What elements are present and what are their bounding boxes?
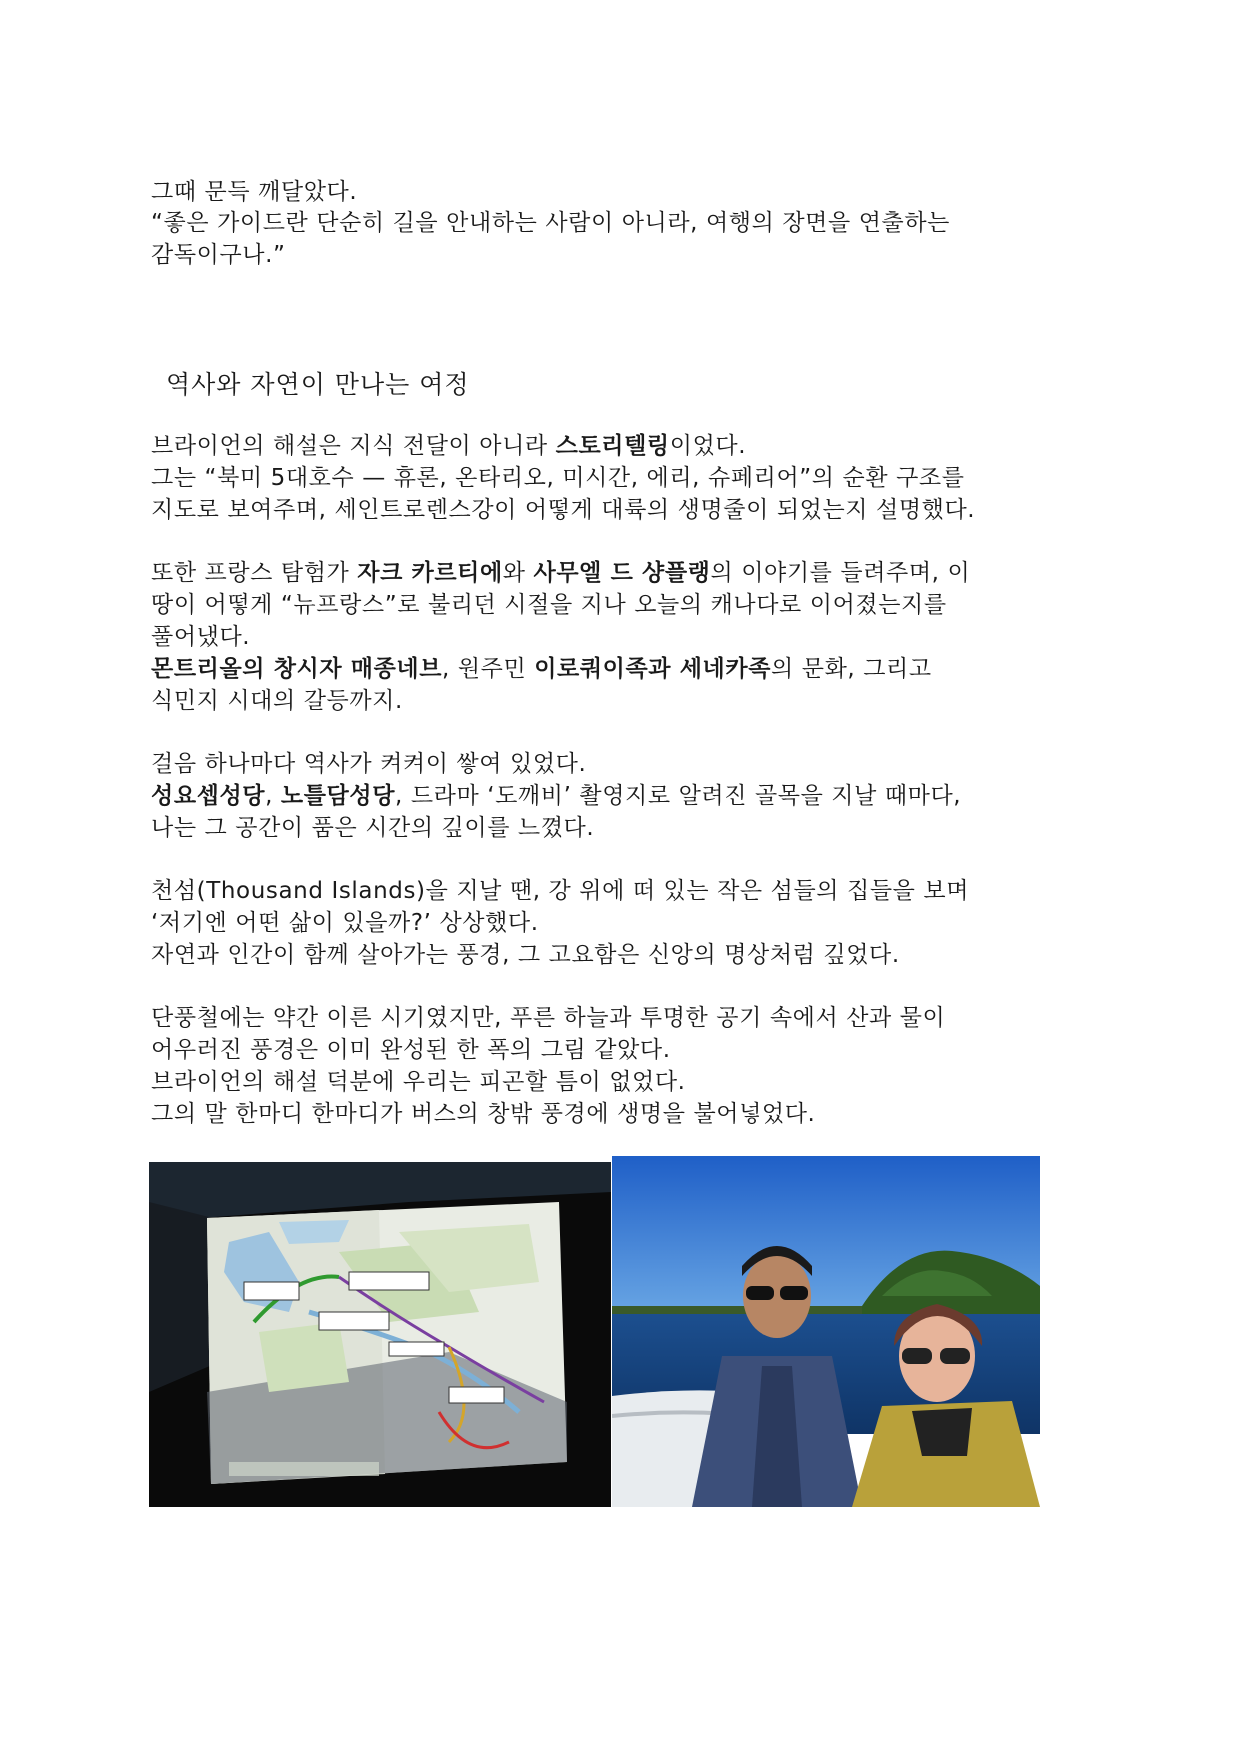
text-run: 또한 프랑스 탐험가 <box>151 560 358 586</box>
text-run: 의 문화, 그리고 <box>771 656 932 682</box>
bold-run: 성요셉성당 <box>151 783 266 809</box>
intro-line-3: 감독이구나.” <box>151 242 286 268</box>
para1-line-1 <box>151 430 746 462</box>
para1-line-3: 지도로 보여주며, 세인트로렌스강이 어떻게 대륙의 생명줄이 되었는지 설명했다. <box>151 497 976 523</box>
para5-line-1: 단풍철에는 약간 이른 시기였지만, 푸른 하늘과 투명한 공기 속에서 산과 물이 <box>151 1005 946 1031</box>
text-run: 의 이야기를 들려주며, 이 <box>710 560 971 586</box>
para3-line-3: 나는 그 공간이 품은 시간의 깊이를 느꼈다. <box>151 815 595 841</box>
text-run: 이었다. <box>669 433 747 459</box>
intro-line-1: 그때 문득 깨달았다. <box>151 179 358 205</box>
para5-line-3: 브라이언의 해설 덕분에 우리는 피곤할 틈이 없었다. <box>151 1069 686 1095</box>
para2-line-5: 식민지 시대의 갈등까지. <box>151 688 403 714</box>
couple-on-boat-photo-icon <box>612 1156 1040 1507</box>
text-run: , 원주민 <box>442 656 535 682</box>
para2-line-2: 땅이 어떻게 “뉴프랑스”로 불리던 시절을 지나 오늘의 캐나다로 이어졌는지를 <box>151 592 947 618</box>
para3-line-2 <box>151 780 961 812</box>
para4-line-3: 자연과 인간이 함께 살아가는 풍경, 그 고요함은 신앙의 명상처럼 깊었다. <box>151 942 900 968</box>
text-run: 와 <box>502 560 534 586</box>
map-photo <box>149 1162 611 1507</box>
folded-map-photo-icon <box>149 1162 611 1507</box>
bold-run: 스토리텔링 <box>555 433 670 459</box>
para5-line-4: 그의 말 한마디 한마디가 버스의 창밖 풍경에 생명을 불어넣었다. <box>151 1101 816 1127</box>
text-run: , <box>265 783 281 809</box>
para3-line-1: 걸음 하나마다 역사가 켜켜이 쌓여 있었다. <box>151 751 587 777</box>
para4-line-1: 천섬(Thousand Islands)을 지날 땐, 강 위에 떠 있는 작은 섬들의 집들을 보며 <box>151 878 970 904</box>
bold-run: 노틀담성당 <box>280 783 396 809</box>
para2-line-3: 풀어냈다. <box>151 624 251 650</box>
bold-run: 몬트리올의 창시자 매종네브 <box>151 656 443 682</box>
bold-run: 자크 카르티에 <box>357 560 503 586</box>
intro-line-2: “좋은 가이드란 단순히 길을 안내하는 사람이 아니라, 여행의 장면을 연출하는 <box>151 210 950 236</box>
para5-line-2: 어우러진 풍경은 이미 완성된 한 폭의 그림 같았다. <box>151 1037 671 1063</box>
bold-run: 이로쿼이족과 세네카족 <box>534 656 772 682</box>
text-run: , 드라마 ‘도깨비’ 촬영지로 알려진 골목을 지날 때마다, <box>395 783 962 809</box>
bold-run: 사무엘 드 샹플랭 <box>533 560 711 586</box>
boat-photo <box>612 1156 1040 1507</box>
para2-line-1 <box>151 557 970 589</box>
para4-line-2: ‘저기엔 어떤 삶이 있을까?’ 상상했다. <box>151 910 539 936</box>
para2-line-4 <box>151 653 932 685</box>
text-run: 브라이언의 해설은 지식 전달이 아니라 <box>151 433 556 459</box>
section-title: 역사와 자연이 만나는 여정 <box>166 370 470 399</box>
para1-line-2: 그는 “북미 5대호수 — 휴론, 온타리오, 미시간, 에리, 슈페리어”의 순환 구조를 <box>151 465 965 491</box>
